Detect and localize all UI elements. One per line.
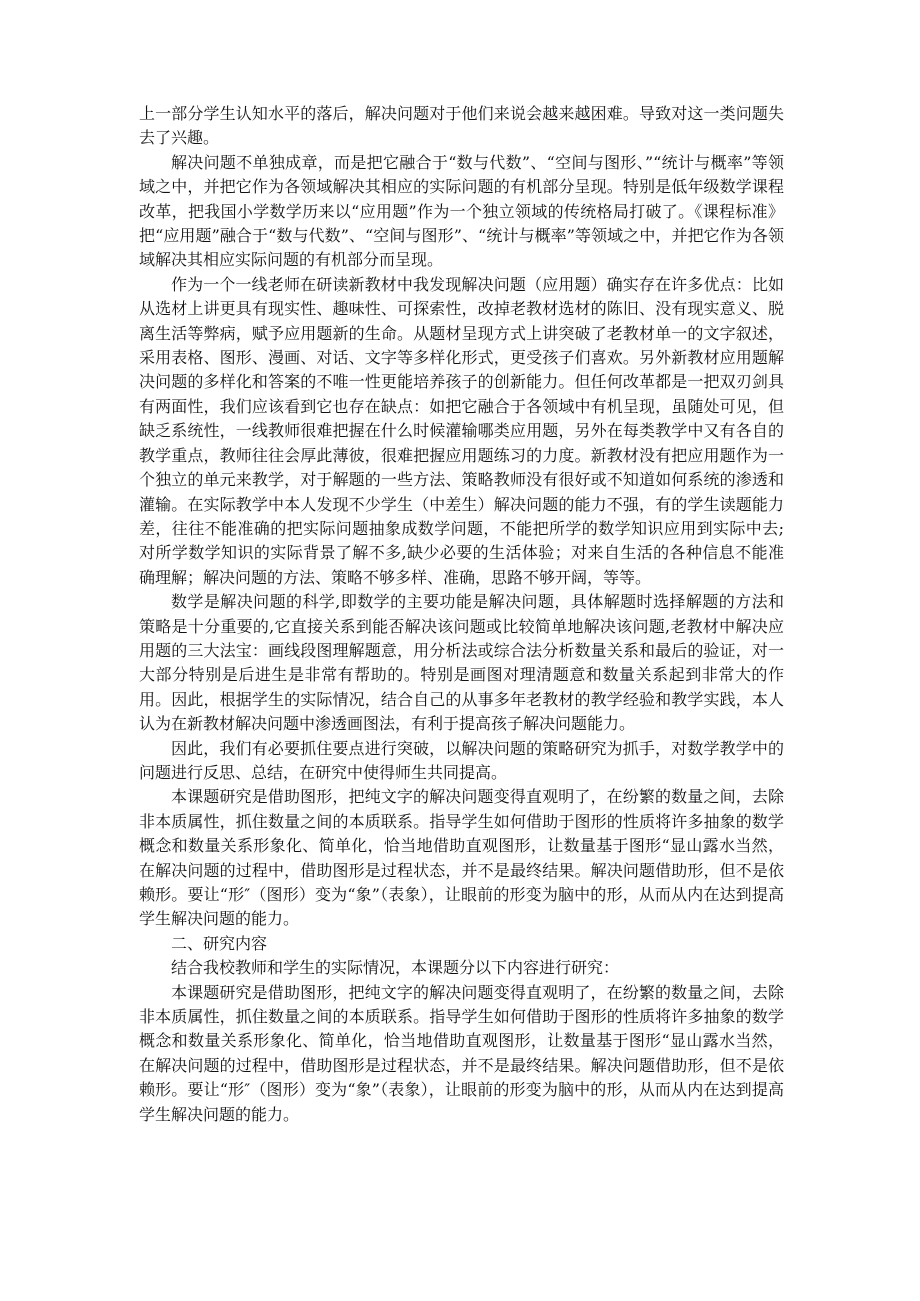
document-body xyxy=(139,102,784,1127)
paragraph-research-rationale: 本课题研究是借助图形，把纯文字的解决问题变得直观明了，在纷繁的数量之间，去除非本质属性，抓住数量之间的本质联系。指导学生如何借助于图形的性质将许多抽象的数学概念和数量关系形象化、简单化，恰当地借助直观图形，让数量基于图形“显山露水当然，在解决问题的过程中，借助图形是过程状态，并不是最终结果。解决问题借助形，但不是依赖形。要让“形″（图形）变为“象”（表象），让眼前的形变为脑中的形，从而从内在达到提高学生解决问题的能力。 xyxy=(139,787,784,929)
paragraph-continuation: 上一部分学生认知水平的落后，解决问题对于他们来说会越来越困难。导致对这一类问题失去了兴趣。 xyxy=(139,104,784,148)
paragraph-math-problem-solving: 数学是解决问题的科学,即数学的主要功能是解决问题，具体解题时选择解题的方法和策略是十分重要的,它直接关系到能否解决该问题或比较简单地解决该问题,老教材中解决应用题的三大法宝：画线段图理解题意，用分析法或综合法分析数量关系和最后的验证，对一大部分特别是后进生是非常有帮助的。特别是画图对理清题意和数量关系起到非常大的作用。因此，根据学生的实际情况，结合自己的从事多年老教材的教学经验和教学实践，本人认为在新教材解决问题中渗透画图法，有利于提高孩子解决问题能力。 xyxy=(139,592,784,734)
paragraph-integration: 解决问题不单独成章，而是把它融合于“数与代数”、“空间与图形、”“统计与概率”等领域之中，并把它作为各领域解决其相应的实际问题的有机部分呈现。特别是低年级数学课程改革，把我国小学数学历来以“应用题”作为一个独立领域的传统格局打破了。《课程标准》把“应用题”融合于“数与代数”、“空间与图形”、“统计与概率”等领域之中，并把它作为各领域解决其相应实际问题的有机部分而呈现。 xyxy=(139,152,784,270)
section-heading-research-content: 二、研究内容 xyxy=(171,933,268,953)
paragraph-research-description: 本课题研究是借助图形，把纯文字的解决问题变得直观明了，在纷繁的数量之间，去除非本质属性，抓住数量之间的本质联系。指导学生如何借助于图形的性质将许多抽象的数学概念和数量关系形象化、简单化，恰当地借助直观图形，让数量基于图形“显山露水当然，在解决问题的过程中，借助图形是过程状态，并不是最终结果。解决问题借助形，但不是依赖形。要让“形″（图形）变为“象”（表象），让眼前的形变为脑中的形，从而从内在达到提高学生解决问题的能力。 xyxy=(139,982,784,1124)
paragraph-research-intro: 结合我校教师和学生的实际情况，本课题分以下内容进行研究： xyxy=(171,958,620,978)
paragraph-therefore: 因此，我们有必要抓住要点进行突破，以解决问题的策略研究为抓手，对数学教学中的问题进行反思、总结，在研究中使得师生共同提高。 xyxy=(139,738,784,782)
paragraph-teacher-observation: 作为一个一线老师在研读新教材中我发现解决问题（应用题）确实存在许多优点：比如从选材上讲更具有现实性、趣味性、可探索性，改掉老教材选材的陈旧、没有现实意义、脱离生活等弊病，赋予应用题新的生命。从题材呈现方式上讲突破了老教材单一的文字叙述，采用表格、图形、漫画、对话、文字等多样化形式，更受孩子们喜欢。另外新教材应用题解决问题的多样化和答案的不唯一性更能培养孩子的创新能力。但任何改革都是一把双刃剑具有两面性，我们应该看到它也存在缺点：如把它融合于各领域中有机呈现，虽随处可见，但缺乏系统性，一线教师很难把握在什么时候灌输哪类应用题，另外在每类教学中又有各自的教学重点，教师往往会厚此薄彼，很难把握应用题练习的力度。新教材没有把应用题作为一个独立的单元来教学，对于解题的一些方法、策略教师没有很好或不知道如何系统的渗透和灌输。在实际教学中本人发现不少学生（中差生）解决问题的能力不强，有的学生读题能力差，往往不能准确的把实际问题抽象成数学问题，不能把所学的数学知识应用到实际中去;对所学数学知识的实际背景了解不多,缺少必要的生活体验；对来自生活的各种信息不能准确理解；解决问题的方法、策略不够多样、准确，思路不够开阔，等等。 xyxy=(139,274,784,587)
